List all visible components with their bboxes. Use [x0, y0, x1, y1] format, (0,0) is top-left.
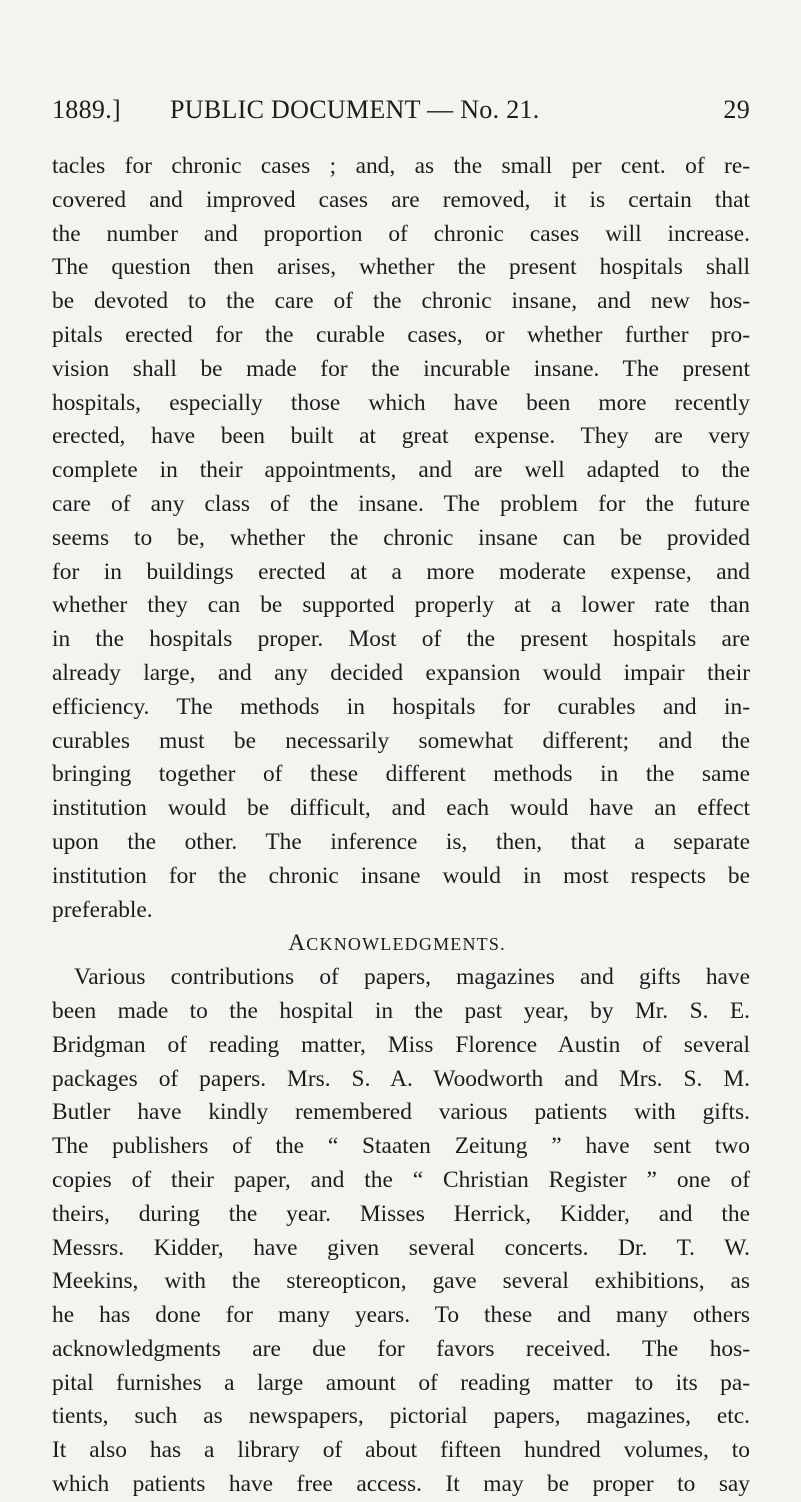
text-line: preferable.: [52, 896, 153, 923]
page-number: 29: [723, 95, 750, 124]
text-line: vision shall be made for the incurable insane. The present: [52, 355, 750, 382]
text-line: covered and improved cases are removed, it is certain that: [52, 186, 750, 213]
text-line: theirs, during the year. Misses Herrick, Kidder, and the: [52, 1200, 750, 1227]
text-line: efficiency. The methods in hospitals for curables and in-: [52, 693, 750, 720]
text-line: copies of their paper, and the “ Christian Register ” one of: [52, 1166, 750, 1193]
text-line: Butler have kindly remembered various patients with gifts.: [52, 1099, 750, 1126]
text-line: upon the other. The inference is, then, that a separate: [52, 828, 750, 855]
text-line: he has done for many years. To these and many others: [52, 1302, 750, 1329]
text-line: erected, have been built at great expense. They are very: [52, 423, 750, 450]
text-line: in the hospitals proper. Most of the present hospitals are: [52, 626, 750, 653]
paragraph-chronic-insane: [52, 150, 750, 927]
text-line: care of any class of the insane. The problem for the future: [52, 490, 750, 517]
text-line: pitals erected for the curable cases, or whether further pro-: [52, 321, 750, 348]
text-line: It also has a library of about fifteen hundred volumes, to: [52, 1437, 750, 1464]
running-head: [52, 90, 750, 130]
text-line: been made to the hospital in the past year, by Mr. S. E.: [52, 997, 750, 1024]
text-line: already large, and any decided expansion would impair their: [52, 659, 750, 686]
text-line: packages of papers. Mrs. S. A. Woodworth and Mrs. S. M.: [52, 1065, 750, 1092]
paragraph-acknowledgments: [52, 961, 750, 1502]
text-line: whether they can be supported properly at a lower rate than: [52, 592, 750, 619]
heading-rest: CKNOWLEDGMENTS.: [306, 934, 506, 955]
text-line: the number and proportion of chronic cases will increase.: [52, 220, 750, 247]
text-line: for in buildings erected at a more moderate expense, and: [52, 558, 750, 585]
body-text: [52, 150, 750, 1502]
text-line: tacles for chronic cases ; and, as the small per cent. of re-: [52, 153, 750, 179]
text-line: be devoted to the care of the chronic insane, and new hos-: [52, 288, 750, 315]
text-line: Messrs. Kidder, have given several concerts. Dr. T. W.: [52, 1234, 750, 1261]
text-line: hospitals, especially those which have been more recently: [52, 389, 750, 416]
header-title: PUBLIC DOCUMENT — No. 21.: [170, 95, 540, 124]
text-line: Bridgman of reading matter, Miss Florence Austin of several: [52, 1031, 750, 1058]
section-heading-acknowledgments: [52, 927, 750, 961]
text-line: tients, such as newspapers, pictorial papers, magazines, etc.: [52, 1403, 750, 1430]
text-line: Various contributions of papers, magazines and gifts have: [74, 964, 750, 991]
heading-initial: A: [288, 930, 307, 957]
text-line: bringing together of these different methods in the same: [52, 761, 750, 788]
text-line: acknowledgments are due for favors received. The hos-: [52, 1335, 750, 1362]
text-line: complete in their appointments, and are well adapted to the: [52, 457, 750, 484]
text-line: seems to be, whether the chronic insane can be provided: [52, 524, 750, 551]
text-line: Meekins, with the stereopticon, gave several exhibitions, as: [52, 1268, 750, 1295]
text-line: The question then arises, whether the present hospitals shall: [52, 254, 750, 281]
text-line: institution would be difficult, and each would have an effect: [52, 795, 750, 822]
text-line: pital furnishes a large amount of reading matter to its pa-: [52, 1369, 750, 1396]
text-line: curables must be necessarily somewhat different; and the: [52, 727, 750, 754]
text-line: The publishers of the “ Staaten Zeitung ” have sent two: [52, 1133, 750, 1160]
text-line: institution for the chronic insane would in most respects be: [52, 862, 750, 889]
text-line: which patients have free access. It may be proper to say: [52, 1471, 750, 1498]
header-year: 1889.]: [52, 95, 121, 124]
